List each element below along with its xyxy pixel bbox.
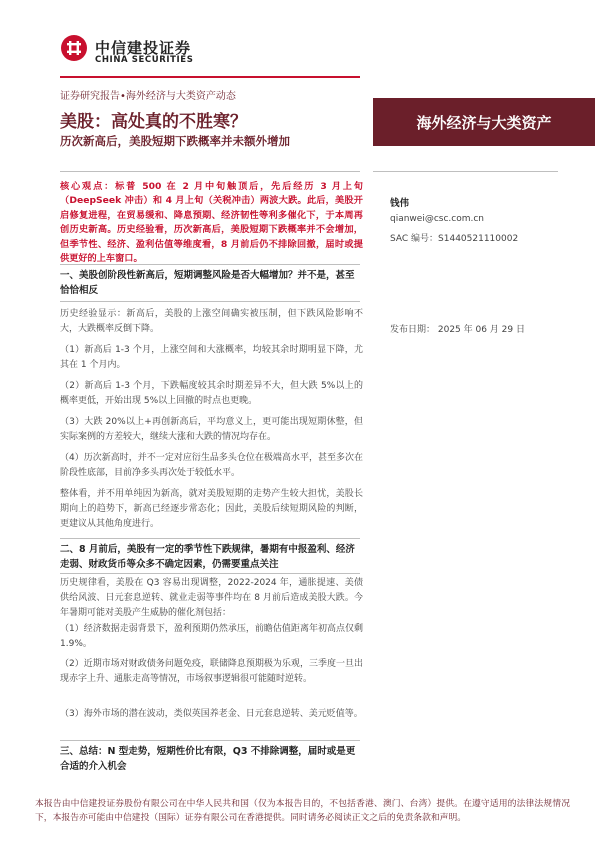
section-heading: 三、总结：N 型走势，短期性价比有限，Q3 不排除调整，届时或是更合适的介入机会 [60, 746, 356, 772]
section-rule [60, 264, 360, 265]
paragraph: （2）近期市场对财政债务问题免疫，联储降息预期极为乐观，三季度一旦出现赤字上升、通胀走高等情况，市场叙事逻辑很可能随时逆转。 [60, 659, 363, 684]
paragraph: 历史经验显示：新高后，美股的上涨空间确实被压制，但下跌风险影响不大，大跌概率反倒下降。 [60, 309, 363, 334]
section-heading: 二、8 月前后，美股有一定的季节性下跌规律，暑期有中报盈利、经济走弱、财政货币等众多不确定因素，仍需要重点关注 [60, 544, 355, 570]
section-rule [60, 573, 360, 574]
report-category: 证券研究报告•海外经济与大类资产动态 [60, 91, 236, 102]
csc-logo-icon [60, 34, 88, 62]
author-sac-number: SAC 编号：S1440521110002 [390, 234, 519, 244]
author-name: 钱伟 [390, 198, 410, 209]
paragraph: （3）大跌 20%以上+再创新高后，平均意义上，更可能出现短期休整，但实际案例的方差较大，继续大涨和大跌的情况均存在。 [60, 417, 363, 442]
page-title: 美股：高处真的不胜寒？ [60, 112, 247, 132]
paragraph: （1）经济数据走弱背景下，盈利预期仍然承压，前瞻估值距离年初高点仅剩 1.9%。 [60, 624, 363, 649]
section-heading: 一、美股创阶段性新高后，短期调整风险是否大幅增加？并不是，甚至恰恰相反 [60, 270, 355, 296]
section-rule [60, 301, 360, 302]
header-divider [60, 76, 360, 78]
section-rule [60, 740, 360, 741]
divider-right [373, 171, 558, 172]
section-rule [60, 538, 360, 539]
paragraph: （4）历次新高时，并不一定对应衍生品多头仓位在极端高水平，甚至多次在阶段性底部，目前净多头再次处于较低水平。 [60, 453, 363, 478]
disclaimer-footer: 本报告由中信建投证券股份有限公司在中华人民共和国（仅为本报告目的，不包括香港、澳门、台湾）提供。在遵守适用的法律法规情况下，本报告亦可能由中信建投（国际）证券有限公司在香港提供。同时请务必阅读正文之后的免责条款和声明。 [35, 799, 570, 823]
brand-name-en: CHINA SECURITIES [95, 55, 194, 65]
paragraph: （1）新高后 1-3 个月，上涨空间和大涨概率，均较其余时期明显下降，尤其在 1 个月内。 [60, 345, 363, 370]
section-banner: 海外经济与大类资产 [373, 98, 595, 146]
paragraph: 历史规律看，美股在 Q3 容易出现调整，2022-2024 年，通胀提速、美债供给风波、日元套息逆转、就业走弱等事件均在 8 月前后造成美股大跌。今年暑期可能对美股产生威胁的催化剂包括： [60, 578, 363, 618]
paragraph: （3）海外市场的潜在波动，类似英国养老金、日元套息逆转、美元贬值等。 [60, 709, 363, 719]
brand-name-cn: 中信建投证券 [95, 39, 192, 57]
key-point: 核心观点：标普 500 在 2 月中旬触顶后，先后经历 3 月上旬（DeepSeek 冲击）和 4 月上旬（关税冲击）两波大跌。此后，美股开启修复进程，在贸易缓和、降息预期、经济韧性等利多催化下，于本周再创历史新高。历史经验看，历次新高后，美股短期下跌概率并不会增加，但季节性、经济、盈利估值等维度看，8 月前后仍不排除回撤，届时或提供更好的上车窗口。 [60, 181, 363, 265]
publish-date: 发布日期： 2025 年 06 月 29 日 [390, 325, 525, 335]
page-subtitle: 历次新高后，美股短期下跌概率并未额外增加 [60, 134, 290, 148]
divider-left [60, 171, 360, 172]
paragraph: 整体看，并不用单纯因为新高，就对美股短期的走势产生较大担忧，美股长期向上的趋势下，新高已经逐步常态化；因此，美股后续短期风险的判断，更建议从其他角度进行。 [60, 489, 363, 529]
paragraph: （2）新高后 1-3 个月，下跌幅度较其余时期差异不大，但大跌 5%以上的概率更低，开始出现 5%以上回撤的时点也更晚。 [60, 381, 363, 406]
author-email[interactable]: qianwei@csc.com.cn [390, 214, 485, 224]
